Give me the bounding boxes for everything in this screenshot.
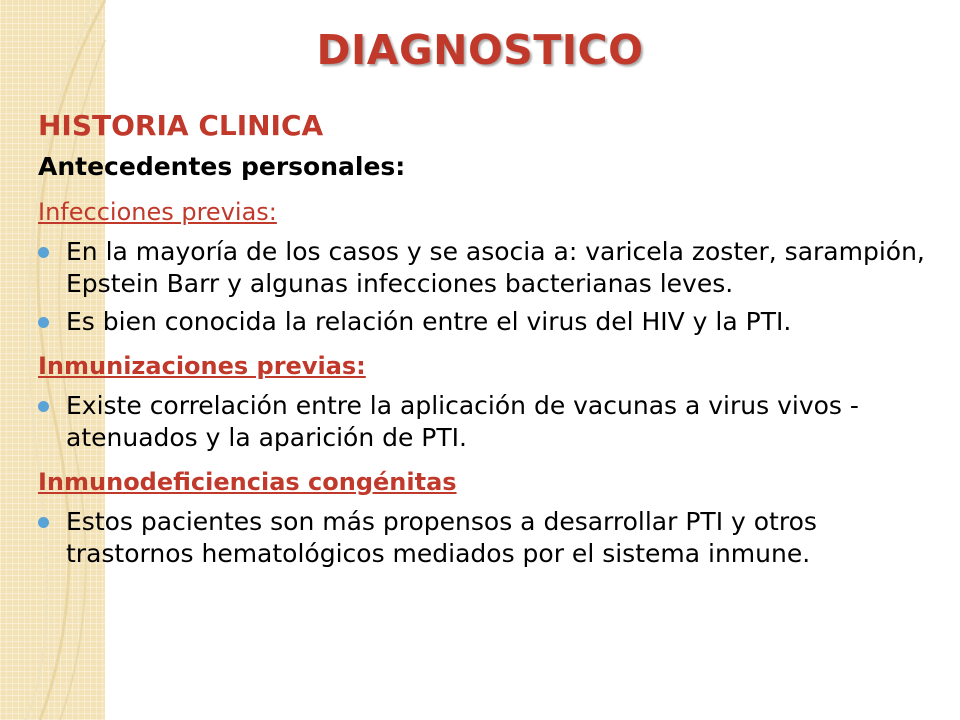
bullet-dot-icon [38,247,49,258]
slide-title: DIAGNOSTICO [316,26,644,74]
inmunizaciones-heading: Inmunizaciones previas: [38,352,366,380]
list-item [38,506,938,570]
subheading: Antecedentes personales: [38,152,406,181]
inmunizaciones-list [38,390,938,454]
bullet-dot-icon [38,317,49,328]
infecciones-list [38,236,938,338]
inmunodeficiencias-list [38,506,938,570]
list-item [38,306,938,338]
bullet-text: En la mayoría de los casos y se asocia a: varicela zoster, sarampión, Epstein Barr y algunas infecciones bacterianas leves. [66,237,925,298]
section-heading: HISTORIA CLINICA [38,109,324,142]
bullet-text: Existe correlación entre la aplicación de vacunas a virus vivos - atenuados y la aparición de PTI. [66,391,859,452]
inmunodeficiencias-heading: Inmunodeficiencias congénitas [38,468,457,496]
list-item [38,390,938,454]
list-item [38,236,938,300]
slide-content [38,108,938,576]
bullet-text: Es bien conocida la relación entre el virus del HIV y la PTI. [66,307,792,336]
bullet-dot-icon [38,401,49,412]
infecciones-heading: Infecciones previas: [38,198,277,226]
bullet-dot-icon [38,517,49,528]
bullet-text: Estos pacientes son más propensos a desarrollar PTI y otros trastornos hematológicos mediados por el sistema inmune. [66,507,817,568]
